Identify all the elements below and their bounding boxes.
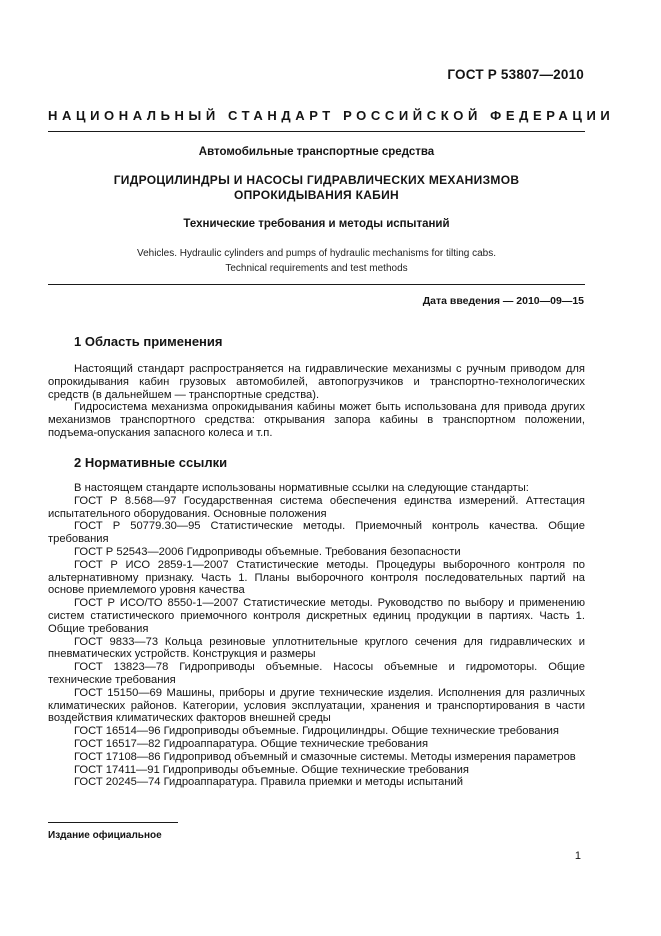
page-number: 1 <box>574 850 581 862</box>
reference-item: ГОСТ Р 50779.30—95 Статистические методы. Приемочный контроль качества. Общие требования <box>48 520 585 546</box>
title-subtitle: Технические требования и методы испытаний <box>183 218 450 230</box>
section-1-paragraph: Гидросистема механизма опрокидывания кабины может быть использована для привода других механизмов транспортного средства: открывания запора кабины в транспортном положении, подъема-опускания запасного колеса и т.п. <box>48 401 585 439</box>
english-title-line-1: Vehicles. Hydraulic cylinders and pumps of hydraulic mechanisms for tilting cabs. <box>136 248 497 259</box>
subject-line: Автомобильные транспортные средства <box>198 146 435 158</box>
reference-item: ГОСТ 16517—82 Гидроаппаратура. Общие технические требования <box>74 737 429 750</box>
document-title <box>48 173 585 203</box>
reference-item: ГОСТ Р ИСО/ТО 8550-1—2007 Статистические методы. Руководство по выбору и применению систем статистического приемочного контроля дискретных единиц продукции в партиях. Часть 1. Общие требования <box>48 597 585 635</box>
header-rule <box>48 131 585 132</box>
section-1-heading: 1 Область применения <box>74 334 223 349</box>
reference-item: ГОСТ Р ИСО 2859-1—2007 Статистические методы. Процедуры выборочного контроля по альтернативному признаку. Часть 1. Планы выборочного контроля последовательных партий на основе приемлемого уровня качества <box>48 558 585 597</box>
reference-item: ГОСТ 9833—73 Кольца резиновые уплотнительные круглого сечения для гидравлических и пневматических устройств. Конструкция и размеры <box>48 635 585 661</box>
section-1-body <box>48 363 585 440</box>
document-code: ГОСТ Р 53807—2010 <box>447 67 584 82</box>
title-line-1: ГИДРОЦИЛИНДРЫ И НАСОСЫ ГИДРАВЛИЧЕСКИХ МЕХАНИЗМОВ <box>113 173 520 187</box>
footer-rule <box>48 822 178 823</box>
edition-label: Издание официальное <box>48 830 162 841</box>
national-standard-heading: НАЦИОНАЛЬНЫЙ СТАНДАРТ РОССИЙСКОЙ ФЕДЕРАЦИИ <box>48 108 615 123</box>
reference-item: ГОСТ 17108—86 Гидропривод объемный и смазочные системы. Методы измерения параметров <box>74 750 576 763</box>
reference-item: ГОСТ Р 52543—2006 Гидроприводы объемные. Требования безопасности <box>74 545 461 558</box>
title-line-2: ОПРОКИДЫВАНИЯ КАБИН <box>234 188 399 202</box>
reference-item: ГОСТ 17411—91 Гидроприводы объемные. Общие технические требования <box>74 763 469 776</box>
introduction-date: Дата введения — 2010—09—15 <box>422 295 584 307</box>
reference-item: ГОСТ 20245—74 Гидроаппаратура. Правила приемки и методы испытаний <box>74 776 464 789</box>
reference-item: ГОСТ 13823—78 Гидроприводы объемные. Насосы объемные и гидромоторы. Общие технические требования <box>48 661 585 686</box>
references-intro: В настоящем стандарте использованы нормативные ссылки на следующие стандарты: <box>74 482 529 494</box>
reference-item: ГОСТ Р 8.568—97 Государственная система обеспечения единства измерений. Аттестация испытательного оборудования. Основные положения <box>48 494 585 520</box>
english-title <box>48 246 585 276</box>
section-2-heading: 2 Нормативные ссылки <box>74 455 228 470</box>
section-2-body <box>48 482 585 789</box>
section-1-paragraph: Настоящий стандарт распространяется на гидравлические механизмы с ручным приводом для опрокидывания кабин грузовых автомобилей, автопогрузчиков и транспортно-технологических средств (в дальнейшем — транспортные средства). <box>48 363 585 401</box>
reference-item: ГОСТ 15150—69 Машины, приборы и другие технические изделия. Исполнения для различных климатических районов. Категории, условия эксплуатации, хранения и транспортирования в части воздействия климатических факторов внешней среды <box>48 686 585 725</box>
reference-item: ГОСТ 16514—96 Гидроприводы объемные. Гидроцилиндры. Общие технические требования <box>74 725 559 738</box>
english-title-line-2: Technical requirements and test methods <box>225 263 408 274</box>
title-rule <box>48 284 585 285</box>
